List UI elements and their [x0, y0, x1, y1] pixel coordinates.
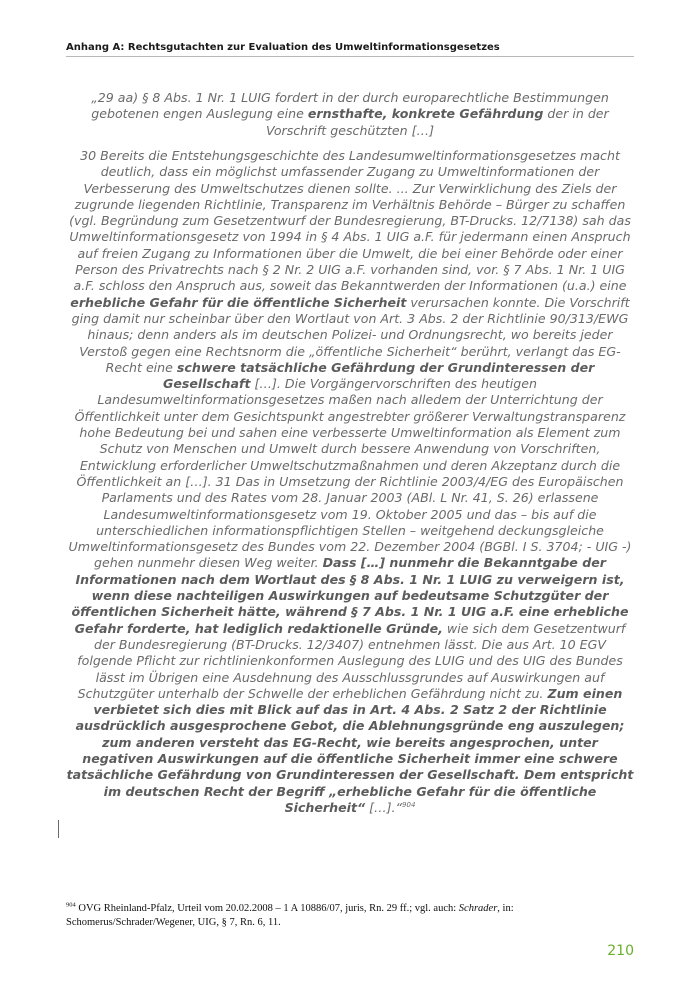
quote-emphasis: erhebliche Gefahr für die öffentliche Sicherheit [70, 294, 407, 310]
footnote-reference[interactable]: 904 [402, 800, 416, 809]
quote-paragraph-30-31 [66, 148, 634, 816]
quote-emphasis: schwere tatsächliche Gefährdung der Grundinteressen der Gesellschaft [163, 359, 595, 392]
footnote-author: Schrader [458, 903, 498, 914]
quote-text: […]. Die Vorgängervorschriften des heutigen Landesumweltinformationsgesetzes maßen nach alledem der Unterrichtung der Öffentlichkeit unter dem Gesichtspunkt angestrebter größerer Verwaltungstransparenz hohe Bedeutung bei und sahen eine verbesserte Umweltinformation als Element zum Schutz von Menschen und Umwelt durch bessere Anwendung von Vorschriften, Entwicklung erforderlicher Umweltschutzmaßnahmen und deren Akzeptanz durch die Öffentlichkeit an […]. 31 Das in Umsetzung der Richtlinie 2003/4/EG des Europäischen Parlaments und des Rates vom 28. Januar 2003 (ABl. L Nr. 41, S. 26) erlassene Landesumweltinformationsgesetz vom 19. Oktober 2005 und das – bis auf die unterschiedlichen informationspflichtigen Stellen – weitgehend deckungsgleiche Umweltinformationsgesetz des Bundes vom 22. Dezember 2004 (BGBl. I S. 3704; - UIG -) gehen nunmehr diesen Weg weiter. [68, 376, 632, 571]
quote-text: verursachen konnte. Die Vorschrift ging damit nur scheinbar über den Wortlaut von Art. 3 Abs. 2 der Richtlinie 90/313/EWG hinaus; denn anders als im deutschen Polizei- und Ordnungsrecht, wo bereits jeder Verstoß gegen eine Rechtsnorm die „öffentliche Sicherheit“ berührt, verlangt das EG-Recht eine [71, 294, 630, 375]
footnote-number: 904 [66, 901, 76, 909]
quote-text: der in der Vorschrift geschützten […] [265, 106, 609, 138]
quote-text: 30 Bereits die Entstehungsgeschichte des Landesumweltinformationsgesetzes macht deutlich, dass ein möglichst umfassender Zugang zu Umweltinformationen der Verbesserung des Umweltschutzes dienen sollte. ... Zur Verwirklichung des Ziels der zugrunde liegenden Richtlinie, Transparenz im Verhältnis Behörde – Bürger zu schaffen (vgl. Begründung zum Gesetzentwurf der Bundesregierung, BT-Drucks. 12/7138) sah das Umweltinformationsgesetz von 1994 in § 4 Abs. 1 UIG a.F. für jedermann einen Anspruch auf freien Zugang zu Informationen über die Umwelt, die bei einer Behörde oder einer Person des Privatrechts nach § 2 Nr. 2 UIG a.F. vorhanden sind, vor. § 7 Abs. 1 Nr. 1 UIG a.F. schloss den Anspruch aus, soweit das Bekanntwerden der Informationen (u.a.) eine [69, 148, 631, 294]
quote-emphasis: ernsthafte, konkrete Gefährdung [307, 106, 544, 122]
quote-paragraph-29 [66, 90, 634, 139]
quote-text: […].“ [365, 799, 403, 815]
footnote-text: , in: Schomerus/Schrader/Wegener, UIG, § 7, Rn. 6, 11. [66, 903, 514, 928]
quote-emphasis: Zum einen verbietet sich dies mit Blick auf das in Art. 4 Abs. 2 Satz 2 der Richtlinie ausdrücklich ausgesprochene Gebot, die Ablehnungsgründe eng auszulegen; zum anderen versteht das EG-Recht, wie bereits angesprochen, unter negativen Auswirkungen auf die öffentliche Sicherheit immer eine schwere tatsächliche Gefährdung von Grundinteressen der Gesellschaft. Dem entspricht im deutschen Recht der Begriff „erhebliche Gefahr für die öffentliche Sicherheit“ [66, 685, 634, 815]
page-number: 210 [607, 943, 634, 959]
quote-text: „29 aa) § 8 Abs. 1 Nr. 1 LUIG fordert in der durch europarechtliche Bestimmungen gebotenen engen Auslegung eine [91, 90, 609, 122]
quote-emphasis: Dass […] nunmehr die Bekanntgabe der Informationen nach dem Wortlaut des § 8 Abs. 1 Nr. 1 LUIG zu verweigern ist, wenn diese nachteiligen Auswirkungen auf bedeutsame Schutzgüter der öffentlichen Sicherheit hätte, während § 7 Abs. 1 Nr. 1 UIG a.F. eine erhebliche Gefahr forderte, hat lediglich redaktionelle Gründe, [71, 555, 629, 636]
quote-text: wie sich dem Gesetzentwurf der Bundesregierung (BT-Drucks. 12/3407) entnehmen lässt. Die aus Art. 10 EGV folgende Pflicht zur richtlinienkonformen Auslegung des LUIG und des UIG des Bundes lässt im Übrigen eine Ausdehnung des Ausschlussgrundes auf Auswirkungen auf Schutzgüter unterhalb der Schwelle der erheblichen Gefährdung nicht zu. [77, 620, 626, 701]
footnote-text: OVG Rheinland-Pfalz, Urteil vom 20.02.2008 – 1 A 10886/07, juris, Rn. 29 ff.; vgl. auch: [75, 903, 459, 914]
footnote [66, 902, 606, 930]
running-header: Anhang A: Rechtsgutachten zur Evaluation des Umweltinformationsgesetzes [66, 42, 634, 57]
change-bar [58, 820, 59, 838]
